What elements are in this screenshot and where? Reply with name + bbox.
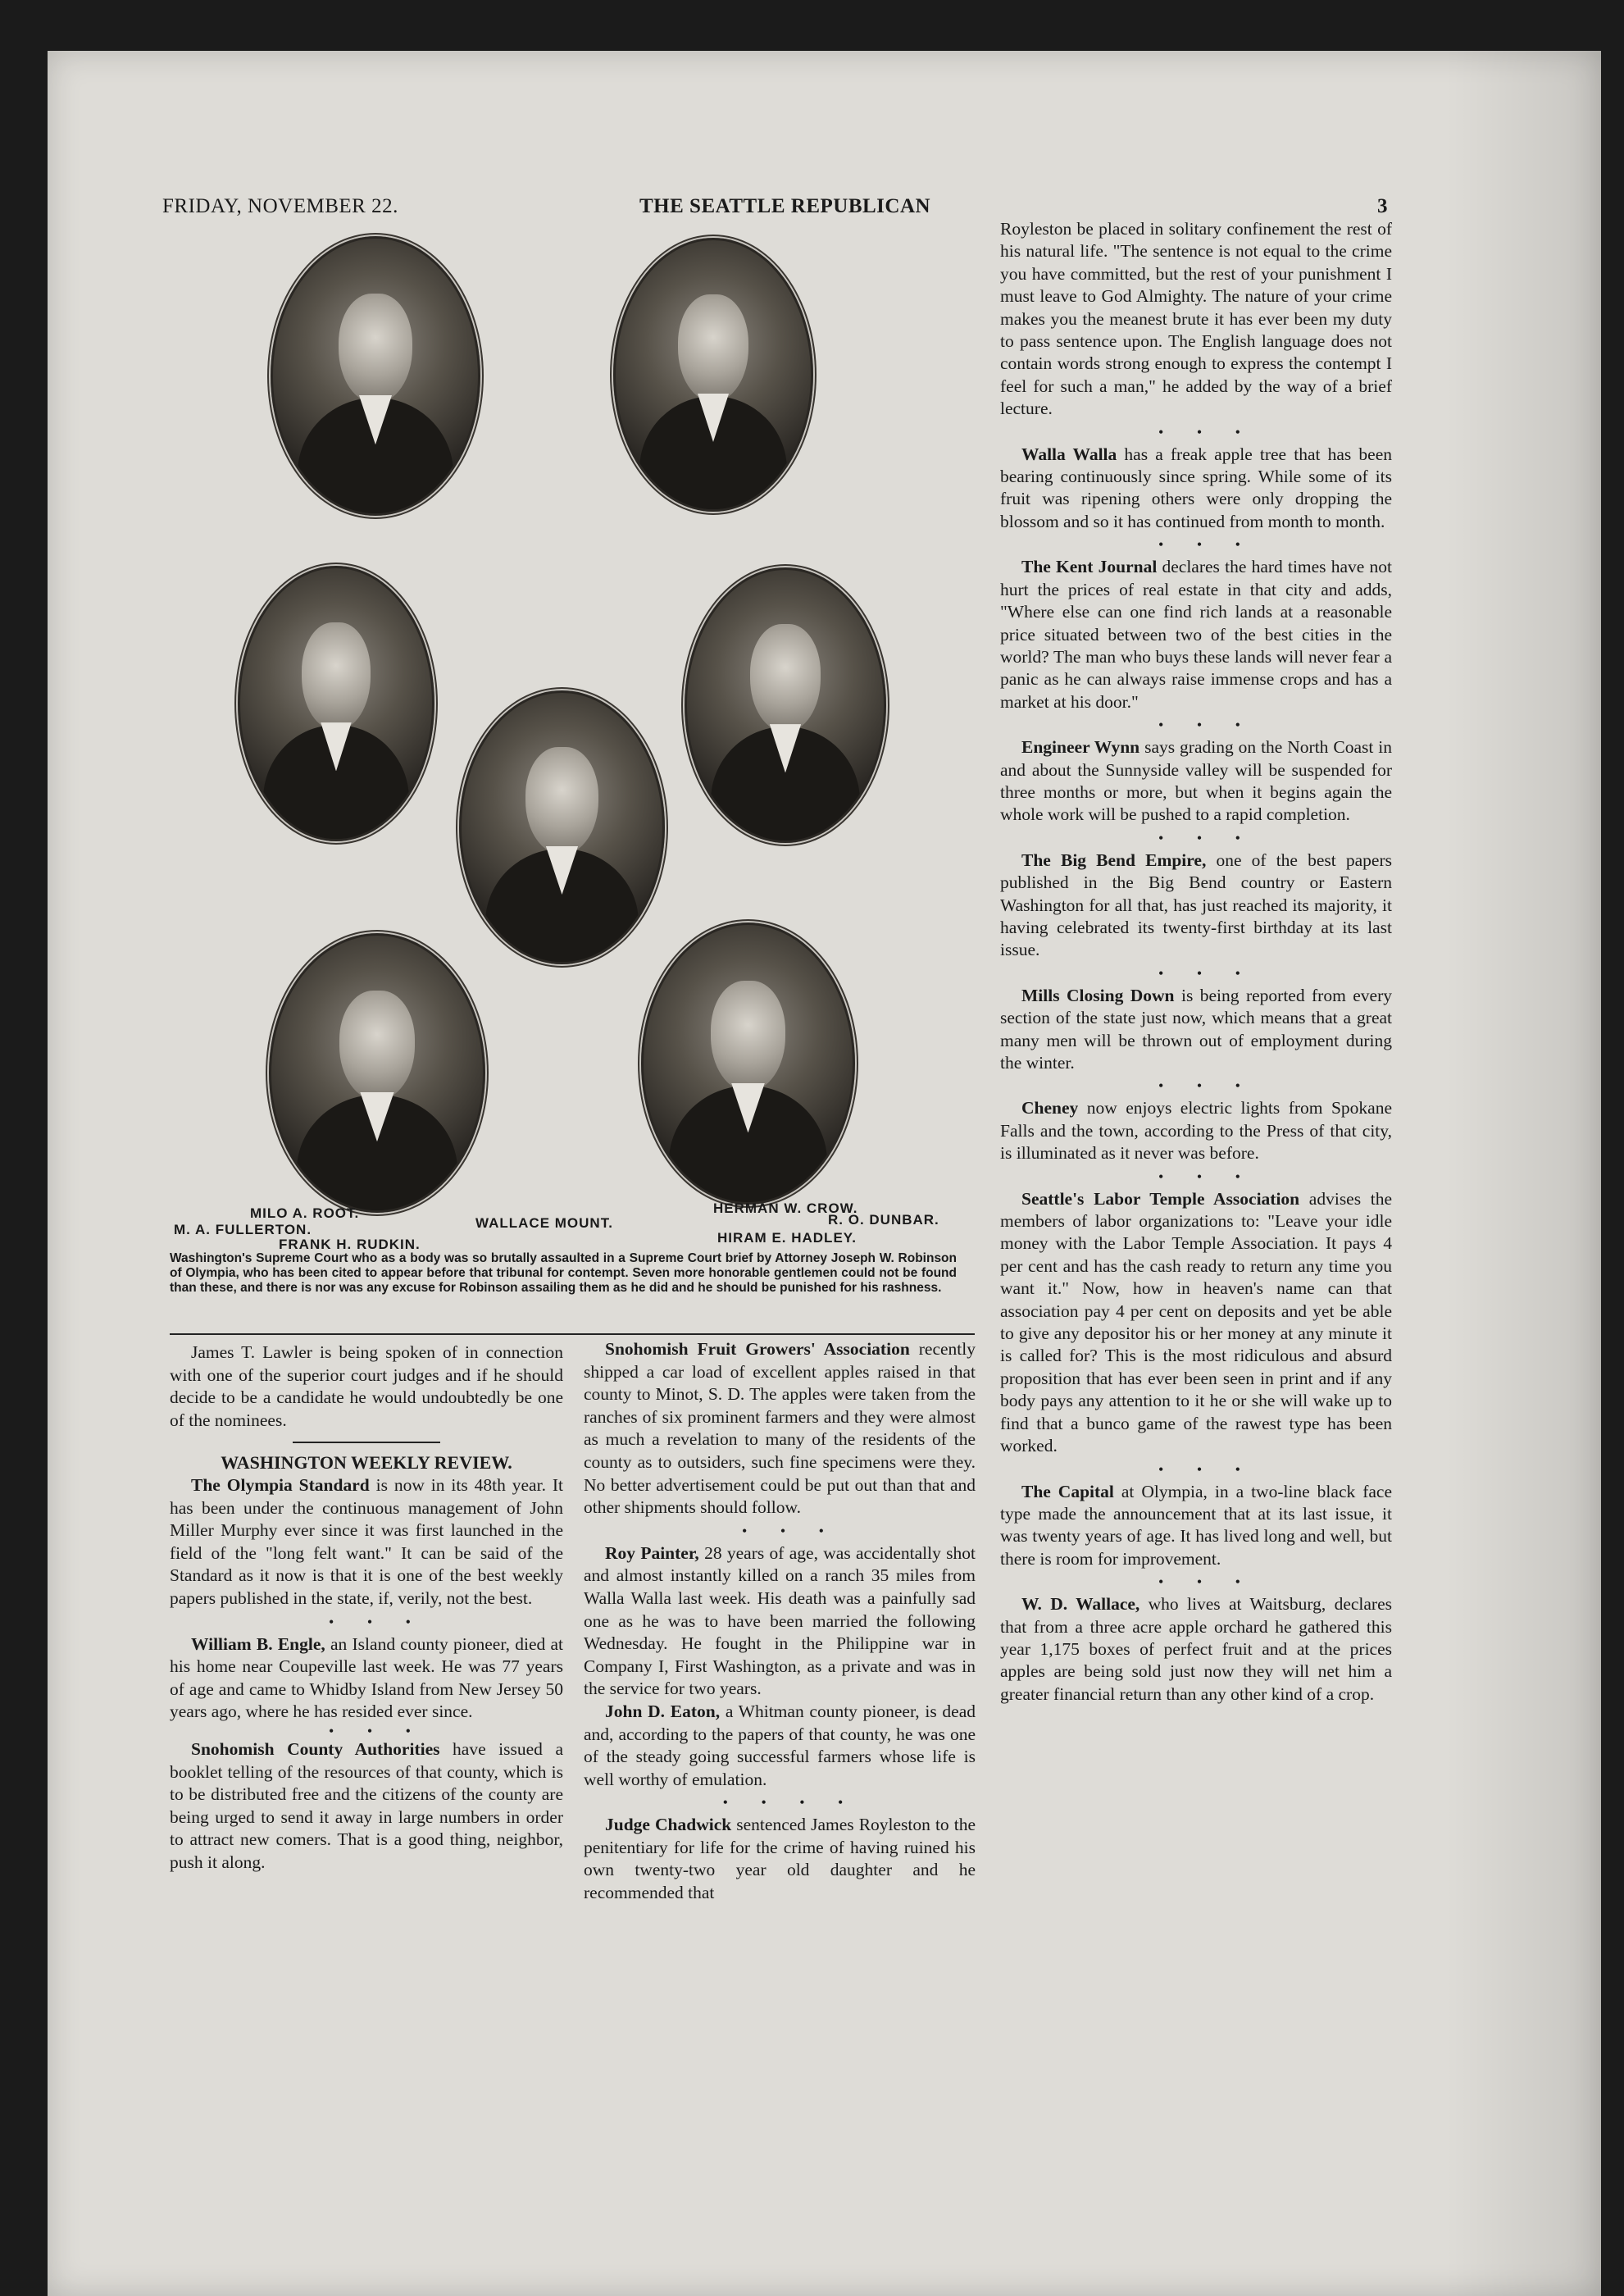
caption-fullerton: M. A. FULLERTON. [174, 1222, 312, 1237]
body-cheney: now enjoys electric lights from Spokane Falls and the town, according to the Press of that city, is illuminated as it never was before. [1000, 1098, 1392, 1164]
middle-column [584, 1338, 976, 1905]
item-wallace [1000, 1593, 1392, 1706]
item-snohomish-authorities [170, 1738, 563, 1875]
separator: • • • [1158, 1460, 1255, 1478]
separator: • • • [1158, 536, 1255, 554]
item-big-bend-empire [1000, 850, 1392, 962]
caption-note: Washington's Supreme Court who as a body was so brutally assaulted in a Supreme Court brief by Attorney Joseph W. Robinson of Olympia, who has been cited to appear before that tribunal for contempt. Seven more honorable gentlemen could not be found than these, and there is nor was any excuse for Robinson assailing them as he did and he should be punished for his rashness. [170, 1251, 957, 1295]
header-date: FRIDAY, NOVEMBER 22. [162, 195, 398, 217]
body-labor-temple: advises the members of labor organizations to: "Leave your idle money with the Labor Temple Association. It pays 4 per cent and has the cash ready to return any time you want it." Now, how in heaven's name can that association pay 4 per cent on deposits and yet be able to give any depositor his or her money at any minute it is called for? This is the most ridiculous and absurd proposition that has ever been seen in print and if any body pays any attention to it he or she will wake up to find that a bunco game of the rawest type has been worked. [1000, 1188, 1393, 1456]
lead-wallace: W. D. Wallace, [1021, 1594, 1140, 1615]
caption-mount: WALLACE MOUNT. [475, 1215, 613, 1231]
item-olympia-standard [170, 1474, 563, 1610]
body-wallace: who lives at Waitsburg, declares that from a three acre apple orchard he gathered this year 1,175 boxes of perfect fruit and at the prices apples are being sold just now they will net him a greater financial return than any other kind of a crop. [1000, 1594, 1392, 1704]
item-engineer-wynn [1000, 736, 1392, 827]
item-labor-temple [1000, 1188, 1392, 1458]
header-page-number: 3 [1377, 195, 1388, 217]
body-roy-painter: 28 years of age, was accidentally shot and almost instantly killed on a ranch 35 miles from Walla Walla last week. His death was a painfully sad one as he was to have been married the following Wednesday. He fought in the Philippine war in Company I, First Washington, as a private and was in the service for two years. [584, 1542, 976, 1699]
separator: • • • [742, 1522, 839, 1539]
caption-dunbar: R. O. DUNBAR. [828, 1212, 939, 1228]
caption-hadley: HIRAM E. HADLEY. [717, 1230, 857, 1246]
body-big-bend-empire: one of the best papers published in the Big Bend country or Eastern Washington for all that, has just reached its majority, it having celebrated its twenty-first birthday at its last issue. [1000, 850, 1392, 960]
lead-eaton: John D. Eaton, [605, 1701, 721, 1721]
item-eaton [584, 1701, 976, 1791]
item-royleston-continued: Royleston be placed in solitary confinement the rest of his natural life. "The sentence is not equal to the crime you have committed, but the rest of your punishment I must leave to God Almighty. The nature of your crime makes you the meanest brute it has ever been my duty to pass sentence upon. The English language does not contain words strong enough to express the contempt I feel for such a man," he added by the way of a brief lecture. [1000, 219, 1392, 419]
caption-crow: HERMAN W. CROW. [713, 1200, 858, 1216]
separator: • • • [1158, 829, 1255, 846]
header-paper-name: THE SEATTLE REPUBLICAN [639, 195, 931, 217]
item-kent-journal [1000, 556, 1392, 713]
lead-engineer-wynn: Engineer Wynn [1021, 737, 1140, 758]
lead-kent-journal: The Kent Journal [1021, 557, 1158, 577]
body-snohomish-authorities: have issued a booklet telling of the resources of that county, which is to be distributed free and the citizens of the county are being urged to send it away in large numbers in order to attract new comers. That is a good thing, neighbor, push it along. [170, 1738, 564, 1872]
body-engineer-wynn: says grading on the North Coast in and about the Sunnyside valley will be suspended for three months or more, but when it begins again the whole work will be pushed to a rapid completion. [1000, 737, 1393, 825]
lead-roy-painter: Roy Painter, [605, 1542, 699, 1563]
lead-mills-closing: Mills Closing Down [1021, 985, 1175, 1005]
left-column [170, 1342, 563, 1874]
portrait-bottom-left [269, 933, 485, 1213]
separator: • • • [329, 1613, 425, 1630]
portrait-center [459, 690, 665, 964]
portrait-bottom-right [641, 922, 855, 1205]
portrait-middle-right [685, 567, 886, 843]
portrait-top-right [613, 238, 813, 512]
heading-weekly-review: WASHINGTON WEEKLY REVIEW. [221, 1452, 512, 1474]
separator: • • • [1158, 423, 1255, 440]
lead-engle: William B. Engle, [191, 1633, 325, 1654]
separator: • • • [1158, 1077, 1255, 1095]
lead-big-bend-empire: The Big Bend Empire, [1021, 850, 1207, 870]
item-roy-painter [584, 1542, 976, 1701]
body-the-capital: at Olympia, in a two-line black face type made the announcement that at its last issue, it was twenty years of age. It has lived long and well, but there is room for improvement. [1000, 1481, 1392, 1569]
caption-rule [170, 1333, 975, 1335]
body-engle: an Island county pioneer, died at his home near Coupeville last week. He was 77 years of age and came to Whidby Island from New Jersey 50 years ago, where he has resided ever since. [170, 1633, 563, 1722]
portrait-middle-left [238, 566, 434, 841]
item-the-capital [1000, 1481, 1392, 1571]
lead-labor-temple: Seattle's Labor Temple Association [1021, 1188, 1300, 1209]
item-engle [170, 1633, 563, 1724]
item-chadwick [584, 1814, 976, 1904]
body-eaton: a Whitman county pioneer, is dead and, according to the papers of that county, he was one of the steady going successful farmers whose life is well worthy of emulation. [584, 1701, 976, 1789]
caption-root: MILO A. ROOT. [250, 1205, 360, 1221]
body-walla-walla: has a freak apple tree that has been bearing continuously since spring. While some of its fruit was ripening others were only dropping the blossom and so it has continued from month to month. [1000, 444, 1392, 531]
separator: • • • [1158, 1574, 1255, 1591]
lead-the-capital: The Capital [1021, 1481, 1114, 1501]
body-mills-closing: is being reported from every section of the state just now, which means that a great many men will be thrown out of employment during the winter. [1000, 985, 1393, 1073]
caption-rudkin: FRANK H. RUDKIN. [279, 1237, 421, 1252]
item-lawler: James T. Lawler is being spoken of in connection with one of the superior court judges and if he should decide to be a candidate he would undoubtedly be one of the nominees. [170, 1342, 563, 1430]
separator: • • • • [722, 1794, 858, 1811]
item-walla-walla [1000, 444, 1392, 534]
lead-walla-walla: Walla Walla [1021, 444, 1117, 464]
separator: • • • [1158, 964, 1255, 982]
body-kent-journal: declares the hard times have not hurt the prices of real estate in that city and adds, "Where else can one find rich lands at a reasonable price situated between two of the best cities in the world? The man who buys these lands will never fear a panic as he can always raise immense crops and has a market at his door." [1000, 557, 1392, 712]
lead-olympia-standard: The Olympia Standard [191, 1474, 370, 1495]
lead-fruit-growers: Snohomish Fruit Growers' Association [605, 1339, 910, 1359]
body-chadwick: sentenced James Royleston to the penitentiary for life for the crime of having ruined his own twenty-two year old daughter and he recommended that [584, 1815, 976, 1903]
item-cheney [1000, 1097, 1392, 1164]
separator: • • • [1158, 1168, 1255, 1185]
body-fruit-growers: recently shipped a car load of excellent apples raised in that county to Minot, S. D. The apples were taken from the ranches of six prominent farmers and they were almost as much a revelation to many of the residents of the county as to outsiders, such fine specimens were they. No better advertisement could be put out than that and other shipments should follow. [584, 1339, 976, 1518]
lead-snohomish-authorities: Snohomish County Authorities [191, 1738, 440, 1759]
item-mills-closing [1000, 985, 1392, 1075]
lead-cheney: Cheney [1021, 1098, 1079, 1118]
lead-chadwick: Judge Chadwick [605, 1815, 732, 1835]
right-column [1000, 218, 1392, 1706]
short-rule [293, 1442, 440, 1443]
portrait-top-left [271, 236, 480, 516]
item-fruit-growers [584, 1338, 976, 1519]
separator: • • • [329, 1722, 425, 1739]
separator: • • • [1158, 717, 1255, 734]
body-olympia-standard: is now in its 48th year. It has been under the continuous management of John Miller Murphy ever since it was first launched in the field of the "long felt want." It can be said of the Standard as it now is that it is one of the best weekly papers published in the state, if, verily, not the best. [170, 1474, 563, 1608]
